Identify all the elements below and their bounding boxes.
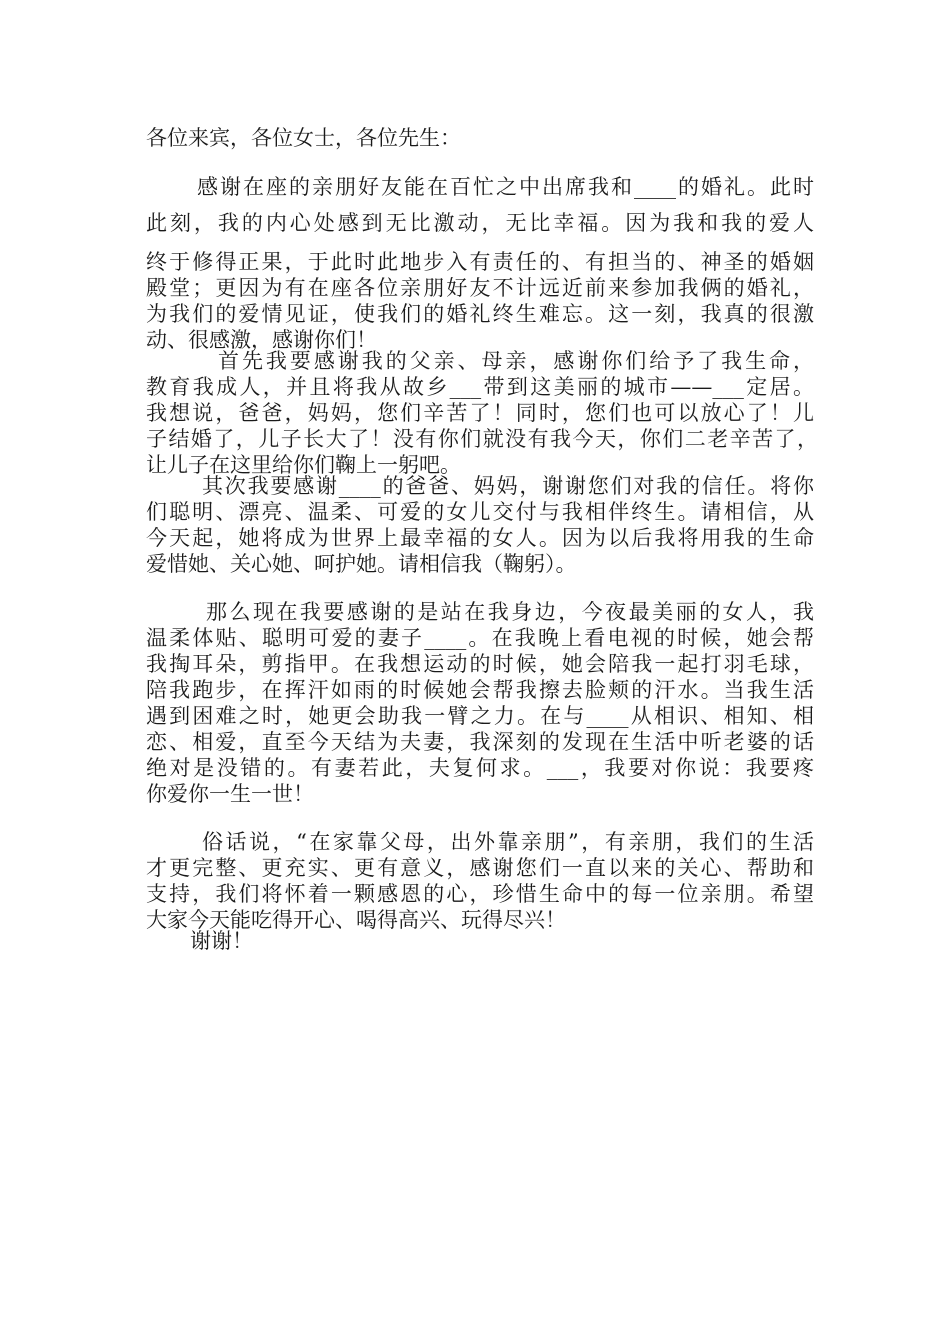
text-line: 我想说，爸爸，妈妈，您们辛苦了！同时，您们也可以放心了！儿 <box>146 401 814 425</box>
text-line: 子结婚了，儿子长大了！没有你们就没有我今天，你们二老辛苦了， <box>146 427 818 451</box>
text-line: 其次我要感谢____的爸爸、妈妈，谢谢您们对我的信任。将你 <box>202 474 814 498</box>
text-line: 遇到困难之时，她更会助我一臂之力。在与____从相识、相知、相 <box>146 704 814 728</box>
text-line: 为我们的爱情见证，使我们的婚礼终生难忘。这一刻，我真的很激 <box>146 302 814 326</box>
text-line: 今天起，她将成为世界上最幸福的女人。因为以后我将用我的生命 <box>146 526 814 550</box>
text-line: 动、很感激，感谢你们！ <box>146 328 377 352</box>
text-line: 感谢在座的亲朋好友能在百忙之中出席我和____的婚礼。此时 <box>197 175 814 199</box>
text-line: 恋、相爱，直至今天结为夫妻，我深刻的发现在生活中听老婆的话 <box>146 730 814 754</box>
text-line: 终于修得正果，于此时此地步入有责任的、有担当的、神圣的婚姻 <box>146 250 814 274</box>
text-line: 此刻，我的内心处感到无比激动，无比幸福。因为我和我的爱人 <box>146 211 814 235</box>
text-line: 绝对是没错的。有妻若此，夫复何求。___，我要对你说：我要疼 <box>146 756 814 780</box>
text-line: 殿堂；更因为有在座各位亲朋好友不计远近前来参加我俩的婚礼， <box>146 276 814 300</box>
text-line: 大家今天能吃得开心、喝得高兴、玩得尽兴！ <box>146 908 566 932</box>
text-line: 让儿子在这里给你们鞠上一躬吧。 <box>146 453 461 477</box>
text-line: 们聪明、漂亮、温柔、可爱的女儿交付与我相伴终生。请相信，从 <box>146 500 814 524</box>
text-line: 陪我跑步，在挥汗如雨的时候她会帮我擦去脸颊的汗水。当我生活 <box>146 678 814 702</box>
text-line: 才更完整、更充实、更有意义，感谢您们一直以来的关心、帮助和 <box>146 856 814 880</box>
greeting: 各位来宾，各位女士，各位先生： <box>146 126 461 150</box>
text-line: 教育我成人，并且将我从故乡___带到这美丽的城市——___定居。 <box>146 375 814 399</box>
text-line: 我掏耳朵，剪指甲。在我想运动的时候，她会陪我一起打羽毛球， <box>146 652 814 676</box>
text-line: 温柔体贴、聪明可爱的妻子____。在我晚上看电视的时候，她会帮 <box>146 626 814 650</box>
text-line: 俗话说，“在家靠父母，出外靠亲朋”，有亲朋，我们的生活 <box>202 830 814 854</box>
text-line: 首先我要感谢我的父亲、母亲，感谢你们给予了我生命， <box>218 349 814 373</box>
closing-thanks: 谢谢！ <box>190 929 253 953</box>
text-line: 爱惜她、关心她、呵护她。请相信我（鞠躬）。 <box>146 552 577 576</box>
text-line: 你爱你一生一世！ <box>146 782 314 806</box>
text-line: 支持，我们将怀着一颗感恩的心，珍惜生命中的每一位亲朋。希望 <box>146 882 814 906</box>
text-line: 那么现在我要感谢的是站在我身边，今夜最美丽的女人，我 <box>206 600 814 624</box>
